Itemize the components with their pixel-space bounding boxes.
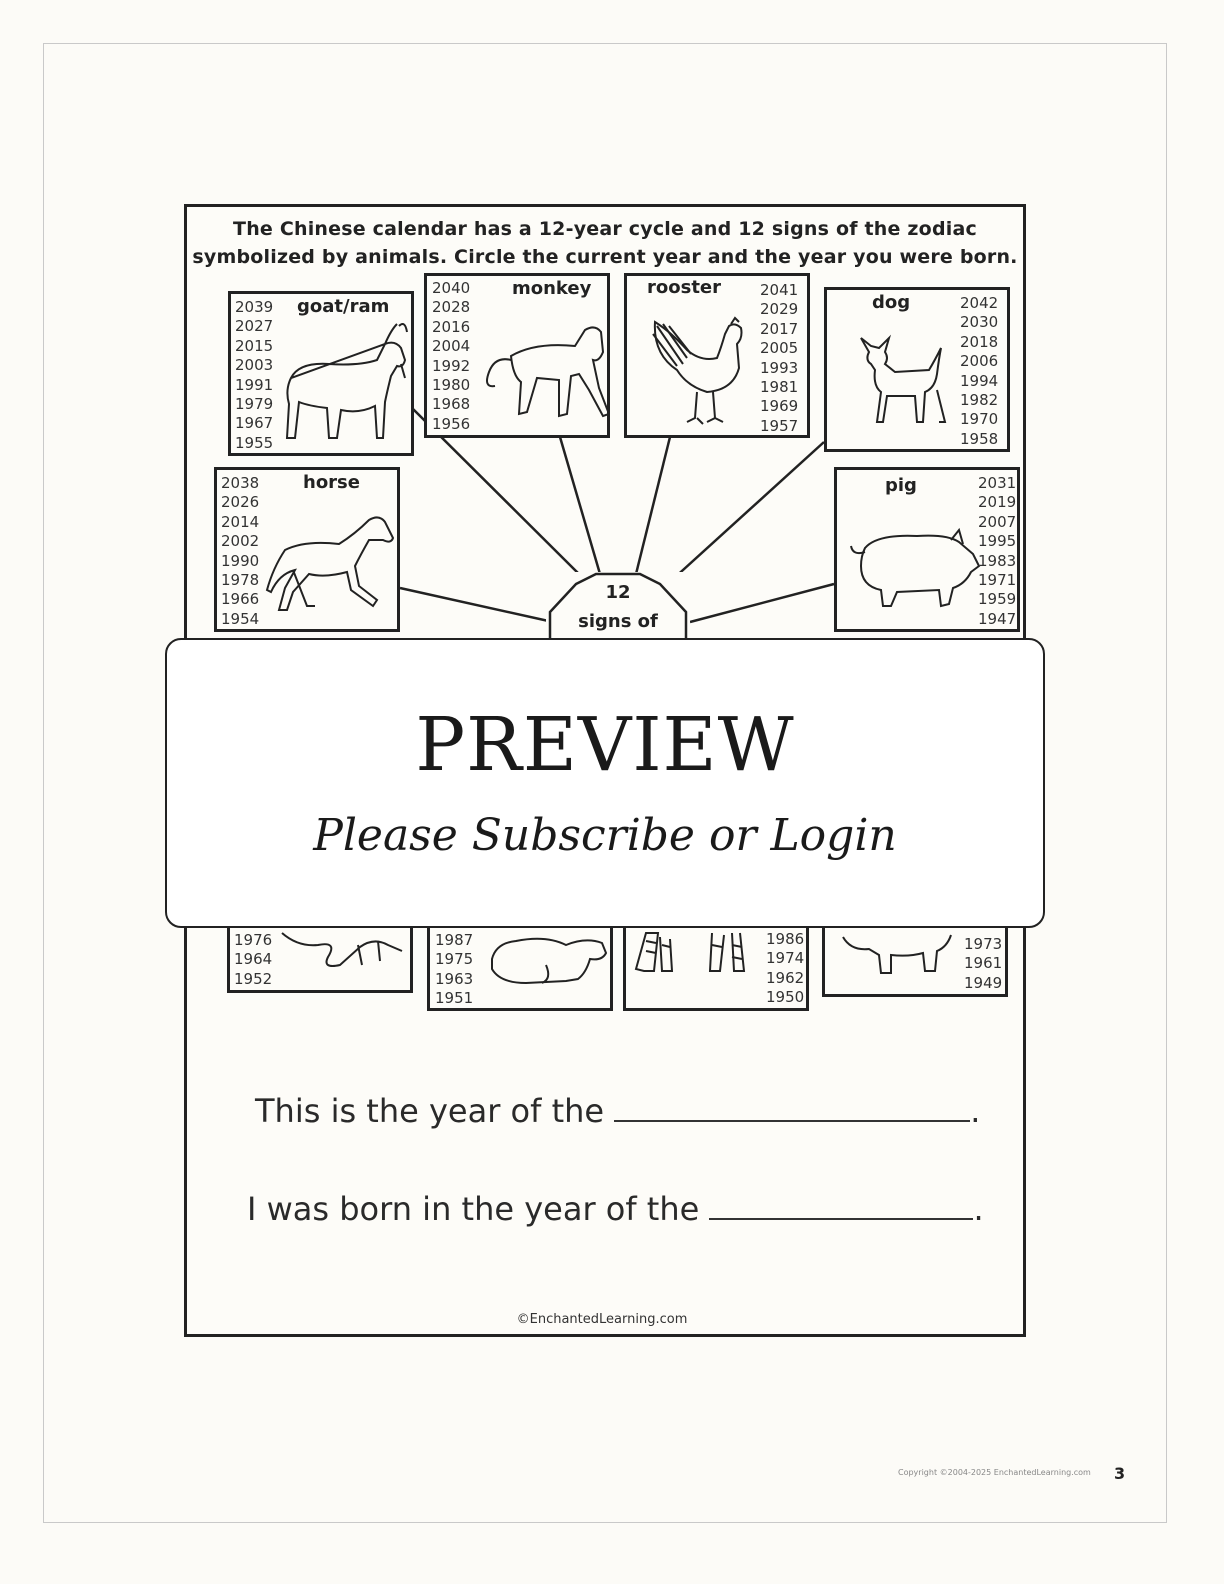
sentence-period: .	[973, 1190, 984, 1228]
instructions-line-2: symbolized by animals. Circle the current year and the year you were born.	[192, 246, 1018, 268]
rabbit-icon	[486, 929, 610, 991]
pig-icon	[847, 526, 983, 612]
horse-icon	[265, 510, 397, 622]
horse-label: horse	[303, 472, 360, 493]
instructions-line-1: The Chinese calendar has a 12-year cycle and 12 signs of the zodiac	[233, 218, 977, 240]
sentence-birth-year-text: I was born in the year of the	[247, 1190, 700, 1228]
worksheet-footer: ©EnchantedLearning.com	[516, 1312, 688, 1327]
monkey-years: 2040 2028 2016 2004 1992 1980 1968 1956	[432, 279, 471, 433]
dog-icon	[855, 330, 955, 430]
sentence-current-year	[255, 1090, 980, 1130]
zodiac-box-snake	[227, 920, 413, 993]
goat-years: 2039 2027 2015 2003 1991 1979 1967 1955	[235, 298, 274, 452]
ox-years: 1973 1961 1949	[964, 935, 1003, 992]
zodiac-box-horse	[214, 467, 400, 632]
snake-icon	[278, 927, 408, 969]
sentence-current-year-text: This is the year of the	[255, 1092, 605, 1130]
monkey-icon	[475, 316, 609, 426]
rooster-icon	[647, 314, 757, 426]
birth-year-blank[interactable]	[709, 1188, 973, 1220]
current-year-blank[interactable]	[614, 1090, 970, 1122]
tiger-years: 1986 1974 1962 1950	[766, 930, 805, 1007]
goat-label: goat/ram	[297, 296, 390, 317]
zodiac-box-pig	[834, 467, 1020, 632]
zodiac-box-tiger	[623, 920, 809, 1011]
zodiac-box-ox	[822, 920, 1008, 997]
sentence-period: .	[970, 1092, 981, 1130]
sentence-birth-year	[247, 1188, 984, 1228]
preview-title: PREVIEW	[415, 702, 795, 788]
ox-icon	[839, 925, 959, 977]
goat-icon	[279, 318, 409, 448]
dog-years: 2042 2030 2018 2006 1994 1982 1970 1958	[960, 294, 999, 448]
rooster-years: 2041 2029 2017 2005 1993 1981 1969 1957	[760, 281, 799, 435]
subscribe-login-link[interactable]: Please Subscribe or Login	[313, 810, 897, 861]
hub-label: signs of	[578, 611, 658, 632]
dog-label: dog	[872, 292, 911, 313]
tiger-icon	[632, 927, 752, 977]
pig-label: pig	[885, 475, 917, 496]
zodiac-box-goat	[228, 291, 414, 456]
preview-overlay[interactable]	[165, 638, 1045, 928]
zodiac-box-rooster	[624, 273, 810, 438]
snake-years: 1976 1964 1952	[234, 931, 273, 988]
horse-years: 2038 2026 2014 2002 1990 1978 1966 1954	[221, 474, 260, 628]
page-copyright: Copyright ©2004-2025 EnchantedLearning.com	[898, 1468, 1091, 1477]
zodiac-box-dog	[824, 287, 1010, 452]
zodiac-box-monkey	[424, 273, 610, 438]
zodiac-box-rabbit	[427, 920, 613, 1011]
page-number: 3	[1114, 1464, 1126, 1483]
hub-number: 12	[605, 582, 631, 603]
monkey-label: monkey	[512, 278, 592, 299]
rabbit-years: 1987 1975 1963 1951	[435, 931, 474, 1008]
pig-years: 2031 2019 2007 1995 1983 1971 1959 1947	[978, 474, 1017, 628]
rooster-label: rooster	[647, 277, 722, 298]
